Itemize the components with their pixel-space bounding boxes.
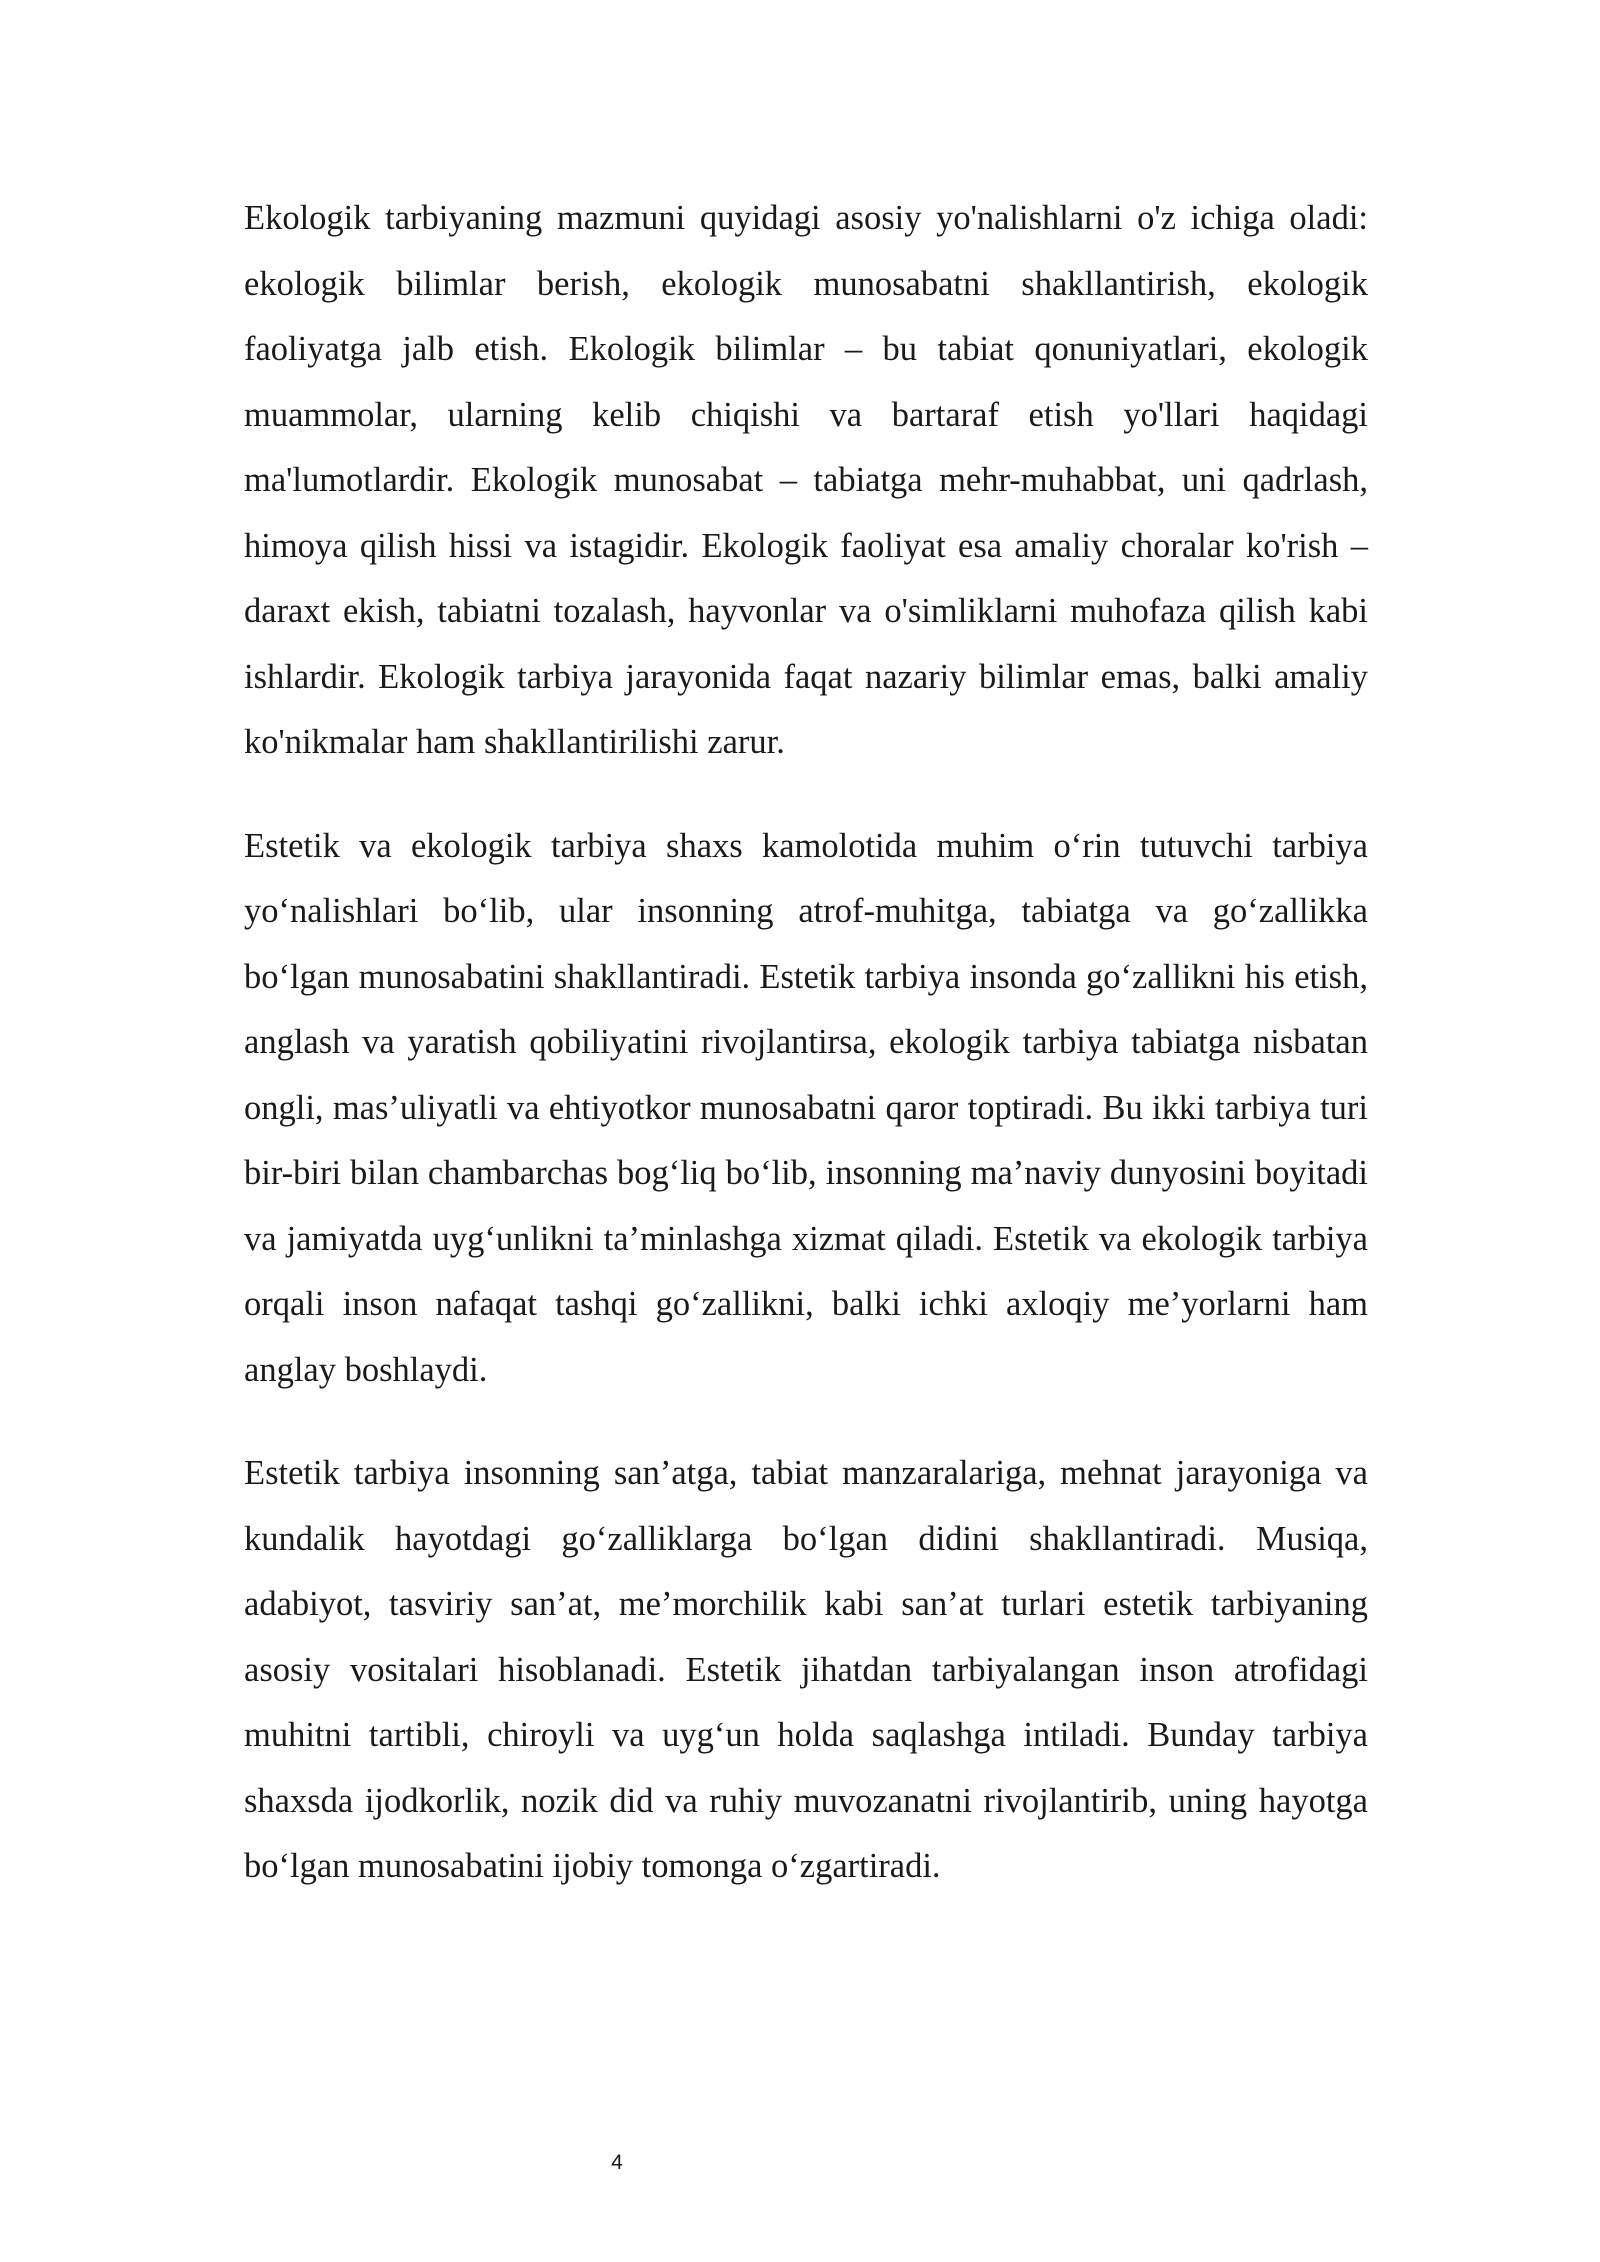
paragraph-aesthetic-ecological: Estetik va ekologik tarbiya shaxs kamolotida muhim oʻrin tutuvchi tarbiya yoʻnalishlari boʻlib, ular insonning atrof-muhitga, tabiatga va goʻzallikka boʻlgan munosabatini shakllantiradi. Estetik tarbiya insonda goʻzallikni his etish, anglash va yaratish qobiliyatini rivojlantirsa, ekologik tarbiya tabiatga nisbatan ongli, mas’uliyatli va ehtiyotkor munosabatni qaror toptiradi. Bu ikki tarbiya turi bir-biri bilan chambarchas bogʻliq boʻlib, insonning ma’naviy dunyosini boyitadi va jamiyatda uygʻunlikni ta’minlashga xizmat qiladi. Estetik va ekologik tarbiya orqali inson nafaqat tashqi goʻzallikni, balki ichki axloqiy me’yorlarni ham anglay boshlaydi. — [244, 826, 1368, 1389]
paragraph-aesthetic-education: Estetik tarbiya insonning san’atga, tabiat manzaralariga, mehnat jarayoniga va kundalik hayotdagi goʻzalliklarga boʻlgan didini shakllantiradi. Musiqa, adabiyot, tasviriy san’at, me’morchilik kabi san’at turlari estetik tarbiyaning asosiy vositalari hisoblanadi. Estetik jihatdan tarbiyalangan inson atrofidagi muhitni tartibli, chiroyli va uygʻun holda saqlashga intiladi. Bunday tarbiya shaxsda ijodkorlik, nozik did va ruhiy muvozanatni rivojlantirib, uning hayotga boʻlgan munosabatini ijobiy tomonga oʻzgartiradi. — [244, 1454, 1368, 1885]
page-body — [244, 186, 1368, 1900]
page-number: 4 — [611, 2151, 623, 2174]
paragraph-ecological-content: Ekologik tarbiyaning mazmuni quyidagi asosiy yo'nalishlarni o'z ichiga oladi: ekologik bilimlar berish, ekologik munosabatni shakllantirish, ekologik faoliyatga jalb etish. Ekologik bilimlar – bu tabiat qonuniyatlari, ekologik muammolar, ularning kelib chiqishi va bartaraf etish yo'llari haqidagi ma'lumotlardir. Ekologik munosabat – tabiatga mehr-muhabbat, uni qadrlash, himoya qilish hissi va istagidir. Ekologik faoliyat esa amaliy choralar ko'rish – daraxt ekish, tabiatni tozalash, hayvonlar va o'simliklarni muhofaza qilish kabi ishlardir. Ekologik tarbiya jarayonida faqat nazariy bilimlar emas, balki amaliy ko'nikmalar ham shakllantirilishi zarur. — [244, 199, 1368, 761]
